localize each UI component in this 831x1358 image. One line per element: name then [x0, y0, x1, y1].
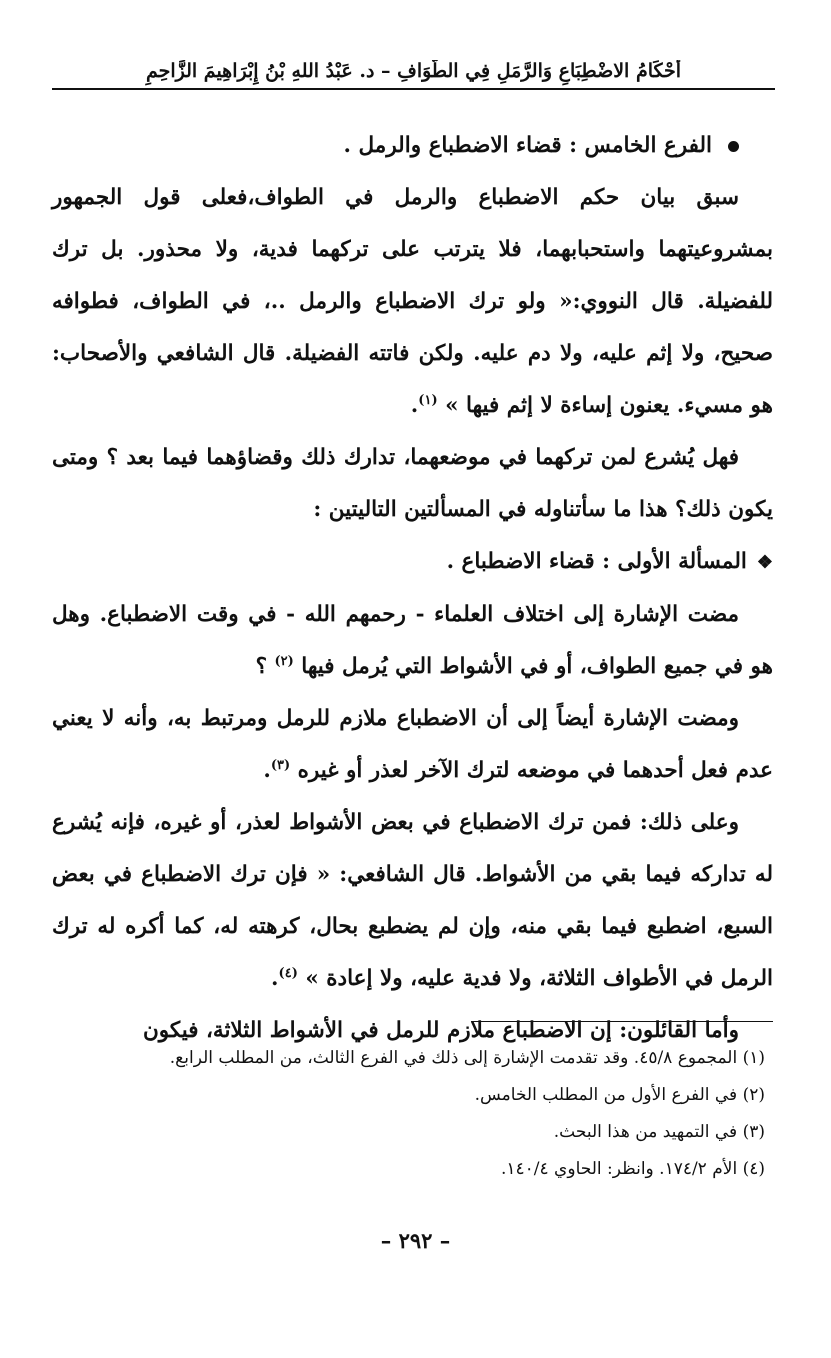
bullet-icon [728, 141, 739, 152]
paragraph-3 [52, 589, 773, 693]
footnotes [52, 1040, 765, 1188]
footnote-2: (٢) في الفرع الأول من المطلب الخامس. [474, 1085, 765, 1105]
subsection-heading-text: المسألة الأولى : قضاء الاضطباع . [446, 549, 747, 574]
subsection-heading [52, 536, 773, 589]
paragraph-3-end: ؟ [255, 654, 267, 679]
diamond-bullet-icon: ❖ [756, 552, 773, 573]
footnote-1: (١) المجموع ٤٥/٨. وقد تقدمت الإشارة إلى ذلك في الفرع الثالث، من المطلب الرابع. [169, 1048, 765, 1068]
paragraph-4: ومضت الإشارة أيضاً إلى أن الاضطباع ملازم للرمل ومرتبط به، وأنه لا يعني عدم فعل أحدهما في موضعه لترك الآخر لعذر أو غيره $^{(٣)}$. [52, 706, 773, 783]
footnote-ref-1[interactable]: (١) [418, 392, 438, 408]
paragraph-1: سبق بيان حكم الاضطباع والرمل في الطواف،فعلى قول الجمهور بمشروعيتهما واستحبابهما، فلا يترتب على تركهما فدية، ولا محذور. بل ترك للفضيلة. قال النووي:« ولو ترك الاضطباع والرمل ..، في الطواف، فطوافه صحيح، ولا إثم عليه، ولا دم عليه. ولكن فاتته الفضيلة. قال الشافعي والأصحاب: هو مسيء. يعنون إساءة لا إثم فيها » $^{(١)}$. [52, 185, 773, 418]
footnote-divider [471, 1021, 773, 1022]
footnote-ref-4[interactable]: (٤) [278, 965, 298, 981]
footnote-3: (٣) في التمهيد من هذا البحث. [553, 1122, 765, 1142]
paragraph-3-text: مضت الإشارة إلى اختلاف العلماء - رحمهم الله - في وقت الاضطباع. وهل هو في جميع الطواف، أو في الأشواط التي يُرمل فيها [52, 602, 773, 679]
paragraph-5: وعلى ذلك: فمن ترك الاضطباع في بعض الأشواط لعذر، أو غيره، فإنه يُشرع له تداركه فيما بقي من الأشواط. قال الشافعي: « فإن ترك الاضطباع في بعض السبع، اضطبع فيما بقي منه، وإن لم يضطبع بحال، كرهته له، كما أكره له ترك الرمل في الأطواف الثلاثة، ولا فدية عليه، ولا إعادة » $^{(٤)}$. [52, 810, 773, 991]
running-header: أَحْكَامُ الاضْطِبَاعِ وَالرَّمَلِ فِي الطَّوَافِ – د. عَبْدُ اللهِ بْنُ إِبْرَاهِيمَ الزَّاحِمِ [52, 60, 775, 90]
body-text [52, 120, 773, 1057]
paragraph-5-text: وعلى ذلك: فمن ترك الاضطباع في بعض الأشواط لعذر، أو غيره، فإنه يُشرع له تداركه فيما بقي من الأشواط. قال الشافعي: « فإن ترك الاضطباع في بعض السبع، اضطبع فيما بقي منه، وإن لم يضطبع بحال، كرهته له، كما أكره له ترك الرمل في الأطواف الثلاثة، ولا فدية عليه، ولا إعادة » [52, 810, 773, 991]
paragraph-4-text: ومضت الإشارة أيضاً إلى أن الاضطباع ملازم للرمل ومرتبط به، وأنه لا يعني عدم فعل أحدهما في موضعه لترك الآخر لعذر أو غيره [52, 706, 773, 783]
paragraph-2: فهل يُشرع لمن تركهما في موضعهما، تدارك ذلك وقضاؤهما فيما بعد ؟ ومتى يكون ذلك؟ هذا ما سأتناوله في المسألتين التاليتين : [52, 445, 773, 522]
section-heading-text: الفرع الخامس : قضاء الاضطباع والرمل . [343, 133, 712, 158]
page-number: – ٢٩٢ – [380, 1228, 451, 1253]
footnote-ref-2[interactable]: (٢) [274, 653, 294, 669]
footnote-ref-3[interactable]: (٣) [270, 757, 291, 773]
paragraph-6: وأما القائلون: إن الاضطباع ملازم للرمل في الأشواط الثلاثة، فيكون [142, 1018, 739, 1043]
footnote-4: (٤) الأم ١٧٤/٢. وانظر: الحاوي ١٤٠/٤. [500, 1159, 765, 1179]
paragraph-1-text: سبق بيان حكم الاضطباع والرمل في الطواف،فعلى قول الجمهور بمشروعيتهما واستحبابهما، فلا يترتب على تركهما فدية، ولا محذور. بل ترك للفضيلة. قال النووي:« ولو ترك الاضطباع والرمل ..، في الطواف، فطوافه صحيح، ولا إثم عليه، ولا دم عليه. ولكن فاتته الفضيلة. قال الشافعي والأصحاب: هو مسيء. يعنون إساءة لا إثم فيها » [52, 185, 773, 418]
section-heading [52, 120, 773, 172]
